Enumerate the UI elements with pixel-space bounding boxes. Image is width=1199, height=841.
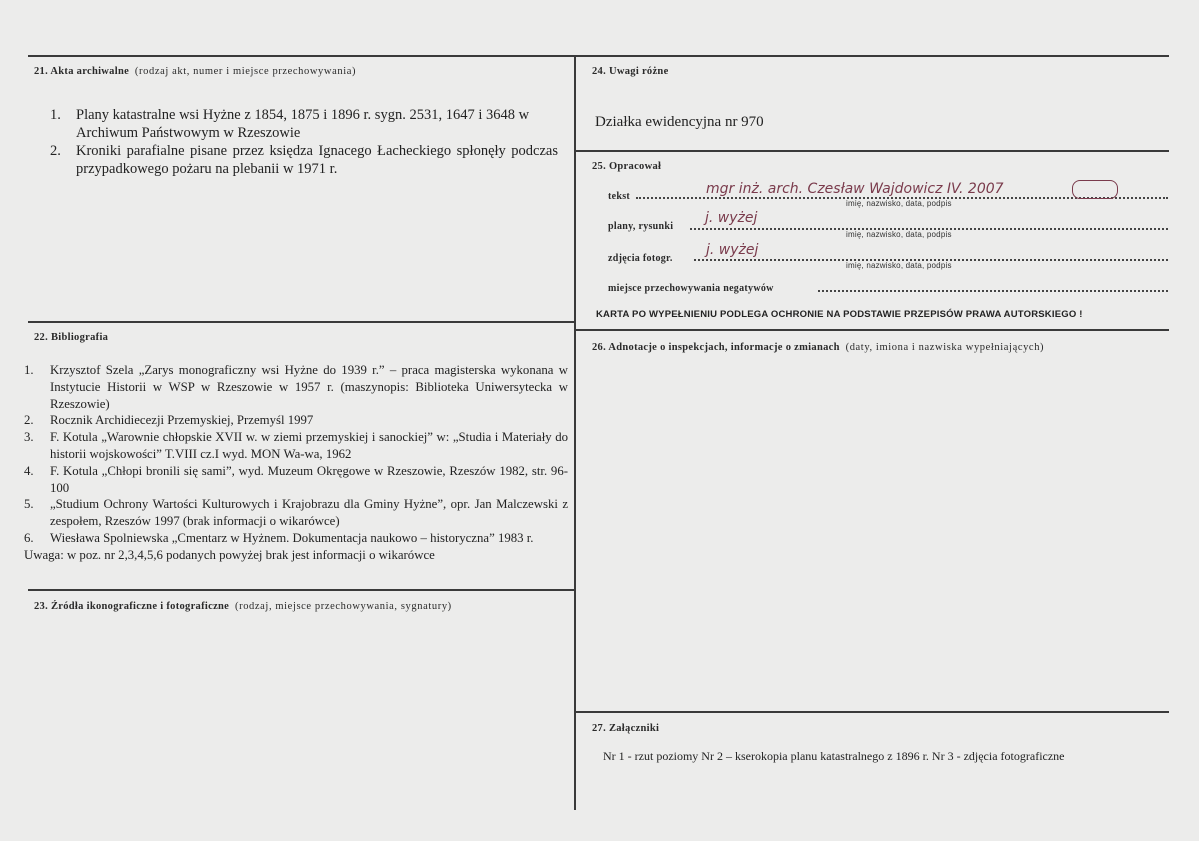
section-22-title: 22. Bibliografia bbox=[34, 332, 109, 343]
item-number: 2. bbox=[50, 143, 61, 159]
archival-list bbox=[50, 106, 558, 178]
item-text: „Studium Ochrony Wartości Kulturowych i Krajobrazu dla Gminy Hyżne”, opr. Jan Malczewski z zespołem, Rzeszów 1997 (brak informacji o wikarówce) bbox=[50, 497, 568, 529]
bibliography-list bbox=[24, 362, 568, 564]
section-26-header bbox=[592, 342, 1044, 353]
photos-signature: j. wyżej bbox=[706, 242, 759, 258]
bibliography-item bbox=[24, 362, 568, 412]
item-number: 5. bbox=[24, 497, 34, 512]
archival-item bbox=[50, 142, 558, 178]
section-21-subtitle: (rodzaj akt, numer i miejsce przechowywania) bbox=[134, 66, 357, 77]
bibliography-item bbox=[24, 463, 568, 497]
copyright-warning: KARTA PO WYPEŁNIENIU PODLEGA OCHRONIE NA PODSTAWIE PRZEPISÓW PRAWA AUTORSKIEGO ! bbox=[596, 309, 1083, 320]
rule-24-25 bbox=[575, 150, 1169, 152]
item-text: Wiesława Spolniewska „Cmentarz w Hyżnem. Dokumentacja naukowo – historyczna” 1983 r. bbox=[50, 530, 534, 545]
item-text: Kroniki parafialne pisane przez księdza Ignacego Łacheckiego spłonęły podczas przypadkowego pożaru na plebanii w 1971 r. bbox=[76, 143, 558, 177]
archival-item bbox=[50, 106, 558, 142]
section-27-header bbox=[592, 723, 659, 734]
center-divider bbox=[574, 55, 576, 810]
item-number: 4. bbox=[24, 463, 34, 478]
bibliography-note: Uwaga: w poz. nr 2,3,4,5,6 podanych powyżej brak jest informacji o wikarówce bbox=[24, 547, 435, 562]
section-23-subtitle: (rodzaj, miejsce przechowywania, sygnatury) bbox=[235, 601, 452, 612]
section-25-header bbox=[592, 161, 661, 172]
section-23-title: 23. Źródła ikonograficzne i fotograficzne bbox=[34, 601, 230, 612]
photos-hint: imię, nazwisko, data, podpis bbox=[846, 261, 952, 270]
item-number: 1. bbox=[24, 363, 34, 377]
item-text: Rocznik Archidiecezji Przemyskiej, Przemyśl 1997 bbox=[50, 413, 314, 428]
item-text: Plany katastralne wsi Hyżne z 1854, 1875 i 1896 r. sygn. 2531, 1647 i 3648 w Archiwum Państwowym w Rzeszowie bbox=[76, 107, 530, 141]
section-27-title: 27. Załączniki bbox=[592, 723, 660, 734]
top-rule bbox=[28, 55, 1169, 57]
rule-26-27 bbox=[575, 711, 1169, 713]
author-text-hint: imię, nazwisko, data, podpis bbox=[846, 199, 952, 208]
negatives-location-label: miejsce przechowywania negatywów bbox=[608, 283, 774, 294]
rule-21-22 bbox=[28, 321, 575, 323]
signature-scribble bbox=[1072, 180, 1118, 199]
section-25-title: 25. Opracował bbox=[592, 161, 662, 172]
negatives-location-line bbox=[818, 290, 1168, 292]
rule-25-26 bbox=[575, 329, 1169, 331]
bibliography-item bbox=[24, 429, 568, 463]
section-26-subtitle: (daty, imiona i nazwiska wypełniających) bbox=[845, 342, 1045, 353]
bibliography-item bbox=[24, 412, 568, 429]
item-text: F. Kotula „Warownie chłopskie XVII w. w ziemi przemyskiej i sanockiej” w: „Studia i Materiały do historii wojskowości” T.VIII cz.I wyd. MON Wa-wa, 1962 bbox=[50, 430, 568, 461]
section-26-title: 26. Adnotacje o inspekcjach, informacje o zmianach bbox=[592, 342, 840, 353]
drawings-signature: j. wyżej bbox=[705, 210, 758, 226]
photos-label: zdjęcia fotogr. bbox=[608, 253, 673, 264]
remarks-text: Działka ewidencyjna nr 970 bbox=[595, 114, 764, 130]
item-number: 6. bbox=[24, 530, 34, 545]
bibliography-item bbox=[24, 496, 568, 530]
item-number: 2. bbox=[24, 413, 34, 428]
author-text-label: tekst bbox=[608, 191, 631, 202]
item-number: 1. bbox=[50, 107, 61, 123]
section-21-title: 21. Akta archiwalne bbox=[34, 66, 130, 77]
drawings-hint: imię, nazwisko, data, podpis bbox=[846, 230, 952, 239]
section-24-header bbox=[592, 66, 669, 77]
section-23-header bbox=[34, 601, 452, 612]
attachments-text: Nr 1 - rzut poziomy Nr 2 – kserokopia planu katastralnego z 1896 r. Nr 3 - zdjęcia fotograficzne bbox=[603, 749, 1065, 763]
item-text: F. Kotula „Chłopi bronili się sami”, wyd. Muzeum Okręgowe w Rzeszowie, Rzeszów 1982, str. 96-100 bbox=[50, 463, 568, 495]
author-text-signature: mgr inż. arch. Czesław Wajdowicz IV. 2007 bbox=[706, 181, 1004, 197]
rule-22-23 bbox=[28, 589, 575, 591]
bibliography-item bbox=[24, 530, 568, 547]
section-24-title: 24. Uwagi różne bbox=[592, 66, 669, 77]
item-text: Krzysztof Szela „Zarys monograficzny wsi Hyżne do 1939 r.” – praca magisterska wykonana w Instytucie Historii w WSP w Rzeszowie w 1957 r. (maszynopis: Biblioteka Uniwersytecka w Rzeszowie) bbox=[50, 363, 568, 411]
section-21-header bbox=[34, 66, 356, 77]
drawings-label: plany, rysunki bbox=[608, 221, 674, 232]
item-number: 3. bbox=[24, 430, 34, 445]
section-22-header bbox=[34, 332, 108, 343]
